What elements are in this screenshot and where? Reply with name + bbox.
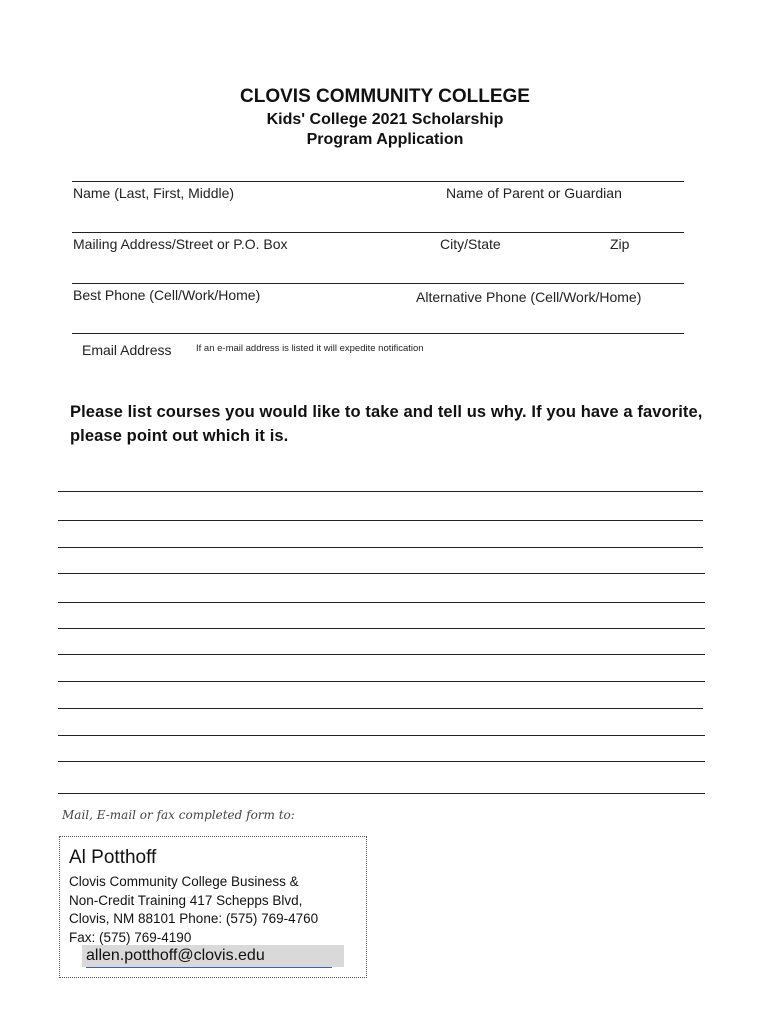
contact-box <box>59 836 367 978</box>
subtitle-line-1: Kids' College 2021 Scholarship <box>266 111 504 128</box>
name-input-line[interactable] <box>72 181 684 182</box>
page-title: CLOVIS COMMUNITY COLLEGE <box>240 86 530 107</box>
contact-line-4: Fax: (575) 769-4190 <box>69 929 192 945</box>
answer-line[interactable] <box>58 735 705 736</box>
email-link-underline <box>86 967 332 968</box>
phone-input-line[interactable] <box>72 283 684 284</box>
answer-line[interactable] <box>58 681 705 682</box>
answer-line[interactable] <box>58 573 705 574</box>
answer-line[interactable] <box>58 761 705 762</box>
answer-line[interactable] <box>58 628 705 629</box>
alt-phone-label: Alternative Phone (Cell/Work/Home) <box>416 289 642 305</box>
contact-name: Al Potthoff <box>69 847 157 868</box>
contact-email-link[interactable]: allen.potthoff@clovis.edu <box>82 945 344 967</box>
answer-line[interactable] <box>58 602 705 603</box>
answer-line[interactable] <box>58 547 703 548</box>
email-note: If an e-mail address is listed it will expedite notification <box>196 343 424 354</box>
answer-line[interactable] <box>58 793 705 794</box>
answer-line[interactable] <box>58 708 703 709</box>
courses-prompt: Please list courses you would like to take and tell us why. If you have a favorite, please point out which it is. <box>70 403 703 445</box>
best-phone-label: Best Phone (Cell/Work/Home) <box>73 287 261 303</box>
contact-line-3: Clovis, NM 88101 Phone: (575) 769-4760 <box>69 911 319 926</box>
email-input-line[interactable] <box>72 333 684 334</box>
email-label: Email Address <box>82 342 172 358</box>
contact-line-1: Clovis Community College Business & <box>69 874 299 889</box>
contact-address <box>69 873 364 947</box>
name-label: Name (Last, First, Middle) <box>73 185 235 201</box>
address-input-line[interactable] <box>72 232 684 233</box>
page-subtitle <box>0 110 770 150</box>
subtitle-line-2: Program Application <box>306 131 464 148</box>
address-label: Mailing Address/Street or P.O. Box <box>73 236 288 252</box>
contact-line-2: Non-Credit Training 417 Schepps Blvd, <box>69 892 303 908</box>
answer-line[interactable] <box>58 491 703 492</box>
parent-label: Name of Parent or Guardian <box>446 185 622 201</box>
answer-line[interactable] <box>58 520 703 521</box>
answer-line[interactable] <box>58 654 705 655</box>
city-state-label: City/State <box>440 236 501 252</box>
zip-label: Zip <box>610 236 630 252</box>
mail-caption: Mail, E-mail or fax completed form to: <box>62 808 295 822</box>
